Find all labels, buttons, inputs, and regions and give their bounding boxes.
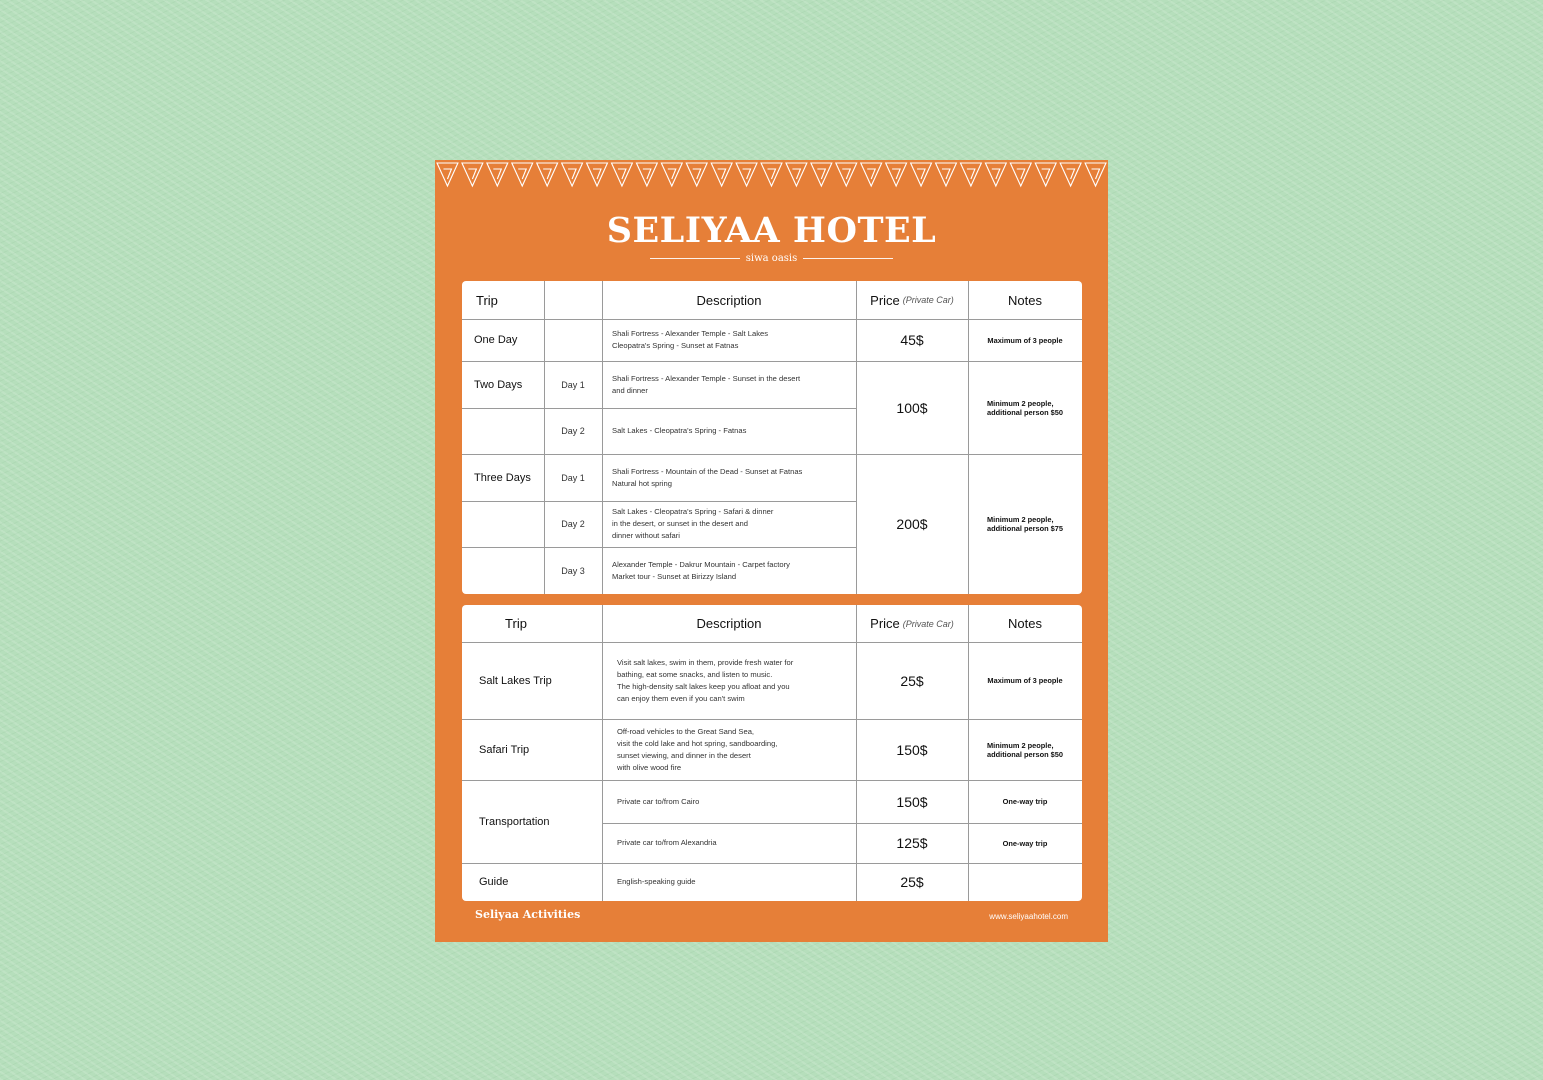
- grid-line: [462, 501, 856, 502]
- transport-alexandria-description: Private car to/from Alexandria: [617, 838, 717, 847]
- three-days-day-3-description: Alexander Temple - Dakrur Mountain - Carpet factory Market tour - Sunset at Birizzy Island: [612, 559, 790, 581]
- header-trip: Trip: [476, 292, 498, 308]
- three-days-day-3: Day 3: [561, 565, 585, 576]
- transport-alexandria-price: 125$: [896, 835, 928, 851]
- transport-cairo-price: 150$: [896, 793, 928, 810]
- grid-line: [462, 642, 1082, 643]
- one-day-price: 45$: [900, 332, 924, 348]
- two-days-day-2: Day 2: [561, 426, 585, 436]
- guide-note: [968, 863, 1082, 901]
- transport-cairo-description: Private car to/from Cairo: [617, 796, 700, 806]
- grid-line: [968, 605, 969, 901]
- grid-line: [602, 823, 1082, 824]
- safari-price: 150$: [896, 741, 928, 758]
- grid-line: [462, 863, 1082, 864]
- three-days-note: Minimum 2 people, additional person $75: [987, 515, 1063, 533]
- three-days-day-1: Day 1: [561, 472, 585, 483]
- two-days-day-1: Day 1: [561, 379, 585, 390]
- header-notes: Notes: [1008, 616, 1042, 631]
- activities-table: [462, 605, 1082, 901]
- three-days-price: 200$: [896, 516, 928, 532]
- divider: [650, 258, 740, 259]
- one-day-description: Shali Fortress - Alexander Temple - Salt Lakes Cleopatra's Spring - Sunset at Fatnas: [612, 329, 769, 350]
- safari-description: Off-road vehicles to the Great Sand Sea, visit the cold lake and hot spring, sandboarding, sunset viewing, and dinner in the desert with olive wood fire: [617, 726, 778, 772]
- three-days-day-2-description: Salt Lakes - Cleopatra's Spring - Safari & dinner in the desert, or sunset in the desert and dinner without safari: [612, 507, 774, 540]
- guide-description: English-speaking guide: [617, 877, 696, 886]
- trip-salt-lakes: Salt Lakes Trip: [479, 674, 552, 687]
- header-price: [856, 281, 968, 319]
- trip-guide: Guide: [479, 876, 509, 888]
- trip-one-day: One Day: [474, 334, 518, 346]
- salt-lakes-price: 25$: [900, 672, 924, 689]
- hotel-location: siwa oasis: [745, 252, 798, 264]
- triangle-border-icon: [435, 160, 1108, 194]
- two-days-day-1-description: Shali Fortress - Alexander Temple - Sunset in the desert and dinner: [612, 373, 801, 395]
- header-description: Description: [696, 292, 762, 308]
- header-price-hint: (Private Car): [902, 618, 954, 629]
- header-price-label: Price: [870, 292, 900, 308]
- multi-day-trips-table: [462, 281, 1082, 594]
- guide-price: 25$: [900, 874, 924, 890]
- grid-line: [462, 547, 856, 548]
- grid-line: [856, 605, 857, 901]
- one-day-note: Maximum of 3 people: [987, 335, 1063, 345]
- footer-brand: Seliyaa Activities: [475, 908, 581, 921]
- grid-line: [462, 780, 1082, 781]
- footer-website: www.seliyaahotel.com: [989, 912, 1068, 921]
- two-days-note: Minimum 2 people, additional person $50: [987, 398, 1063, 417]
- header-notes: Notes: [1008, 292, 1042, 308]
- header-price: [856, 605, 968, 642]
- grid-line: [462, 408, 856, 409]
- grid-line: [462, 319, 1082, 320]
- hotel-title: SELIYAA HOTEL: [606, 210, 937, 251]
- two-days-day-2-description: Salt Lakes - Cleopatra's Spring - Fatnas: [612, 426, 747, 435]
- trip-three-days: Three Days: [474, 471, 531, 484]
- salt-lakes-note: Maximum of 3 people: [987, 676, 1063, 685]
- header-trip: Trip: [505, 616, 527, 631]
- header-price-label: Price: [870, 616, 900, 631]
- trip-transportation: Transportation: [479, 815, 550, 828]
- header-description: Description: [696, 616, 762, 631]
- grid-line: [968, 281, 969, 594]
- grid-line: [462, 454, 1082, 455]
- grid-line: [602, 281, 603, 594]
- activities-flyer: [435, 160, 1108, 942]
- two-days-price: 100$: [896, 399, 928, 416]
- grid-line: [462, 361, 1082, 362]
- trip-two-days: Two Days: [474, 378, 523, 391]
- transport-cairo-note: One-way trip: [1002, 797, 1048, 806]
- three-days-day-2: Day 2: [561, 519, 585, 529]
- three-days-day-1-description: Shali Fortress - Mountain of the Dead - Sunset at Fatnas Natural hot spring: [612, 466, 803, 488]
- grid-line: [462, 719, 1082, 720]
- grid-line: [602, 605, 603, 901]
- transport-alexandria-note: One-way trip: [1002, 838, 1048, 848]
- grid-line: [856, 281, 857, 594]
- trip-safari: Safari Trip: [479, 743, 530, 756]
- grid-line: [544, 281, 545, 594]
- header-price-hint: (Private Car): [902, 295, 954, 305]
- divider: [803, 258, 893, 259]
- salt-lakes-description: Visit salt lakes, swim in them, provide fresh water for bathing, eat some snacks, and listen to music. The high-density salt lakes keep you afloat and you can enjoy them even if you can't swim: [617, 657, 794, 703]
- subtitle-row: [650, 251, 893, 265]
- safari-note: Minimum 2 people, additional person $50: [987, 740, 1063, 759]
